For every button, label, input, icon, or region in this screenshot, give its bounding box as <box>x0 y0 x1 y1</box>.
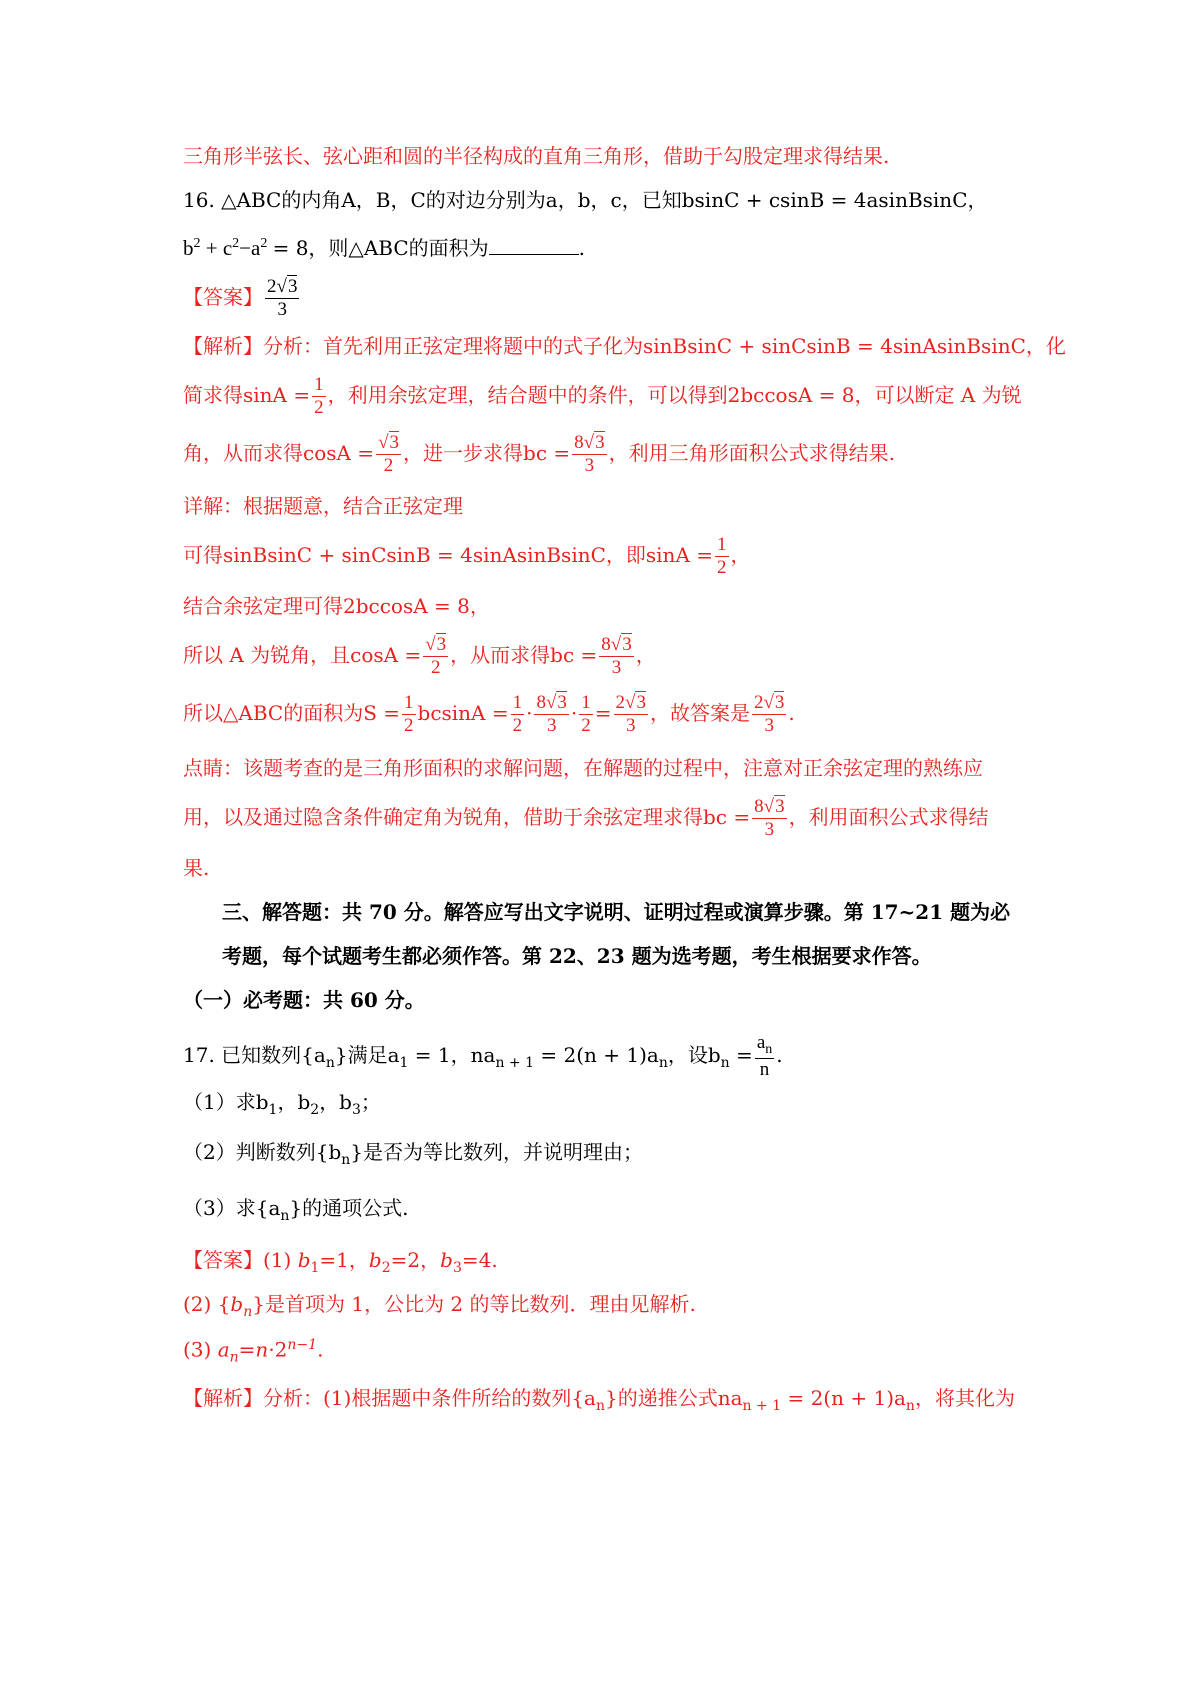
q16-remark-3: 果. <box>183 856 210 880</box>
q17-answer-3: (3) $a_n=n\cdot 2^{n-1}$. <box>183 1337 324 1366</box>
q17-analysis: 【解析】分析：(1)根据题中条件所给的数列$\{a_n\}$的递推公式$na_{n + 1} = 2(n + 1)a_n$，将其化为 <box>183 1386 1015 1414</box>
text-line: 三角形半弦长、弦心距和圆的半径构成的直角三角形，借助于勾股定理求得结果. <box>183 144 890 168</box>
q17-statement: 17. 已知数列$\{a_n\}$满足$a_1 = 1$，$na_{n + 1} = 2(n + 1)a_n$，设$b_n$ = $\frac{a_n}{n}$ . <box>183 1032 783 1080</box>
q17-answer-2: (2) $\{b_n\}$是首项为 1，公比为 2 的等比数列．理由见解析. <box>183 1292 696 1320</box>
q16-detail-5: 所以△ABC的面积为S = $\frac{1}{2}$ bcsinA = $\frac{1}{2}$ · $\frac{8√3}{3}$ · $\frac{1}{2}$ = $\frac{2√3}{3}$ ，故答案是 $\frac{2√3}{3}$ . <box>183 692 795 736</box>
section-heading-cont: 考题，每个试题考生都必须作答。第 22、23 题为选考题，考生根据要求作答。 <box>222 944 932 968</box>
q16-answer: 【答案】 $\frac{2√3}{3}$ <box>183 276 298 320</box>
section-heading: 三、解答题：共 70 分。解答应写出文字说明、证明过程或演算步骤。第 17~21 题为必 <box>222 900 1011 924</box>
q16-detail-3: 结合余弦定理可得2bccosA = 8， <box>183 594 490 618</box>
q16-analysis-1: 【解析】分析：首先利用正弦定理将题中的式子化为sinBsinC + sinCsinB = 4sinAsinBsinC，化 <box>183 334 1066 358</box>
q16-analysis-3: 角，从而求得cosA = $\frac{√3}{2}$ ，进一步求得bc = $\frac{8√3}{3}$ ，利用三角形面积公式求得结果. <box>183 432 895 476</box>
subsection-heading: （一）必考题：共 60 分。 <box>183 988 425 1012</box>
q16-analysis-2: 简求得sinA = $\frac{1}{2}$ ，利用余弦定理，结合题中的条件，可以得到2bccosA = 8，可以断定 A 为锐 <box>183 374 1022 418</box>
q16-remark-2: 用，以及通过隐含条件确定角为锐角，借助于余弦定理求得bc = $\frac{8√3}{3}$ ，利用面积公式求得结 <box>183 796 989 840</box>
q16-detail-4: 所以 A 为锐角，且cosA = $\frac{√3}{2}$ ，从而求得bc = $\frac{8√3}{3}$ ， <box>183 634 656 678</box>
q17-answer-1: 【答案】(1) $b_1=1$，$b_2=2$，$b_3=4$. <box>183 1248 498 1276</box>
answer-blank <box>489 236 579 255</box>
q16-statement: 16. △ABC的内角A，B，C的对边分别为a，b，c，已知bsinC + csinB = 4asinBsinC， <box>183 188 988 212</box>
q17-part3: （3）求$\{a_n\}$的通项公式. <box>183 1196 409 1224</box>
q17-part2: （2）判断数列$\{b_n\}$是否为等比数列，并说明理由； <box>183 1140 644 1168</box>
q17-part1: （1）求$b_1$，$b_2$，$b_3$； <box>183 1090 381 1118</box>
q16-remark-1: 点睛：该题考查的是三角形面积的求解问题，在解题的过程中，注意对正余弦定理的熟练应 <box>183 756 983 780</box>
q16-condition: $b^2 + c^2-a^2 = 8$，则△ABC的面积为 . <box>183 236 585 260</box>
q16-detail-1: 详解：根据题意，结合正弦定理 <box>183 494 463 518</box>
q16-detail-2: 可得sinBsinC + sinCsinB = 4sinAsinBsinC，即sinA = $\frac{1}{2}$ ， <box>183 534 751 578</box>
